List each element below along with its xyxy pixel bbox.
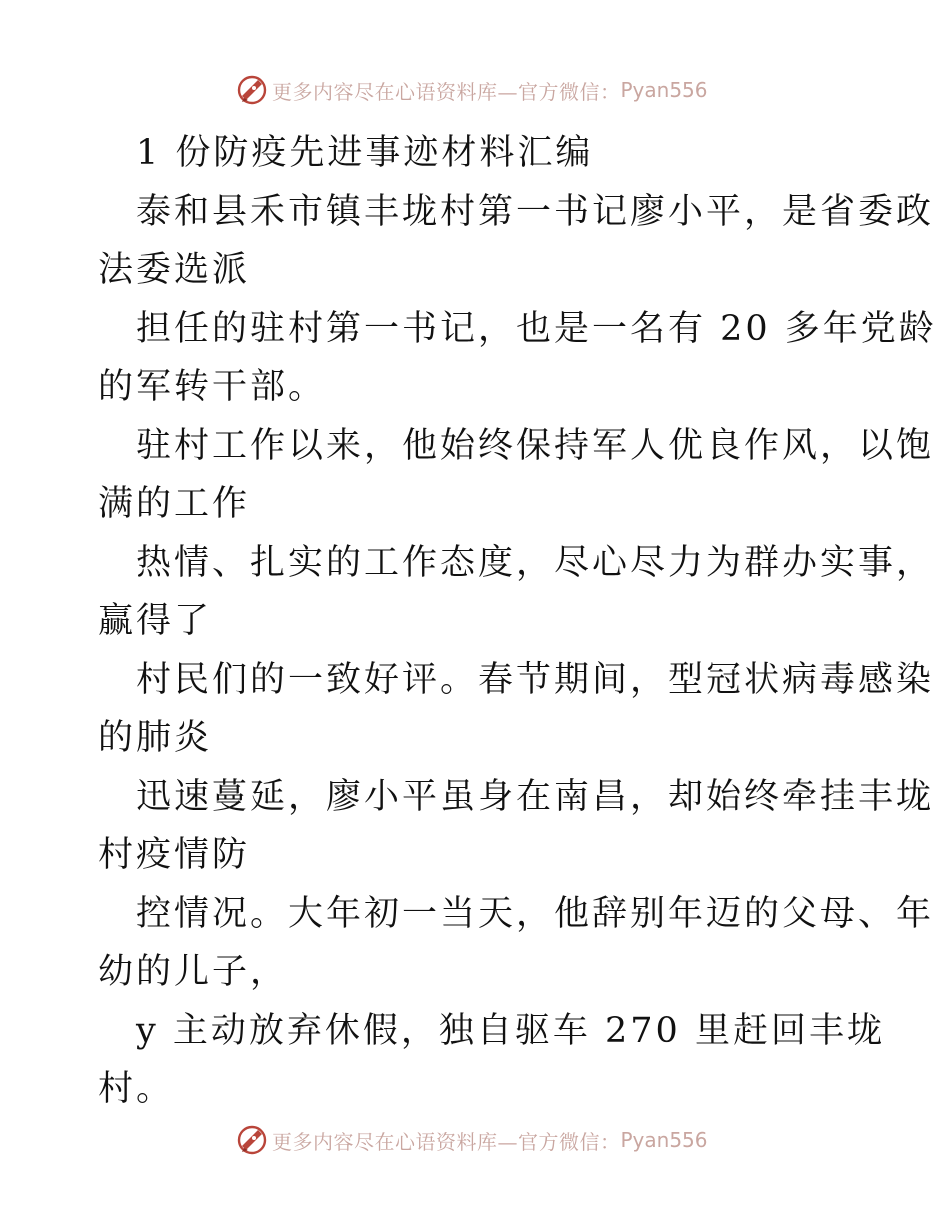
header-banner — [236, 72, 708, 108]
pen-logo-icon — [236, 74, 268, 106]
text-line: 迅速蔓延，廖小平虽身在南昌，却始终牵挂丰垅 — [136, 776, 935, 817]
text-line: 的军转干部。 — [98, 367, 327, 407]
footer-banner — [236, 1122, 708, 1158]
header-banner-text: 更多内容尽在心语资料库—官方微信： — [272, 79, 621, 104]
text-line: 泰和县禾市镇丰垅村第一书记廖小平，是省委政 — [136, 191, 935, 232]
text-line: 赢得了 — [98, 601, 213, 641]
text-line: 1 份防疫先进事迹材料汇编 — [136, 133, 594, 173]
text-line: y 主动放弃休假，独自驱车 270 里赶回丰垅 — [136, 1010, 885, 1051]
text-line: 村民们的一致好评。春节期间，型冠状病毒感染 — [136, 659, 935, 700]
footer-wechat-id: Pyan556 — [620, 1128, 708, 1152]
text-line: 村。 — [98, 1069, 175, 1109]
text-line: 幼的儿子， — [98, 952, 289, 992]
text-line: 满的工作 — [98, 484, 251, 524]
text-line: 热情、扎实的工作态度，尽心尽力为群办实事， — [136, 542, 935, 583]
text-line: 控情况。大年初一当天，他辞别年迈的父母、年 — [136, 893, 935, 934]
text-line: 驻村工作以来，他始终保持军人优良作风，以饱 — [136, 425, 935, 466]
text-line: 法委选派 — [98, 250, 251, 290]
header-wechat-id: Pyan556 — [620, 78, 708, 102]
text-line: 担任的驻村第一书记，也是一名有 20 多年党龄 — [136, 308, 937, 349]
text-line: 的肺炎 — [98, 718, 213, 758]
footer-banner-text: 更多内容尽在心语资料库—官方微信： — [272, 1129, 621, 1154]
document-body — [98, 124, 937, 1119]
text-line: 村疫情防 — [98, 835, 251, 875]
pen-logo-icon — [236, 1124, 268, 1156]
